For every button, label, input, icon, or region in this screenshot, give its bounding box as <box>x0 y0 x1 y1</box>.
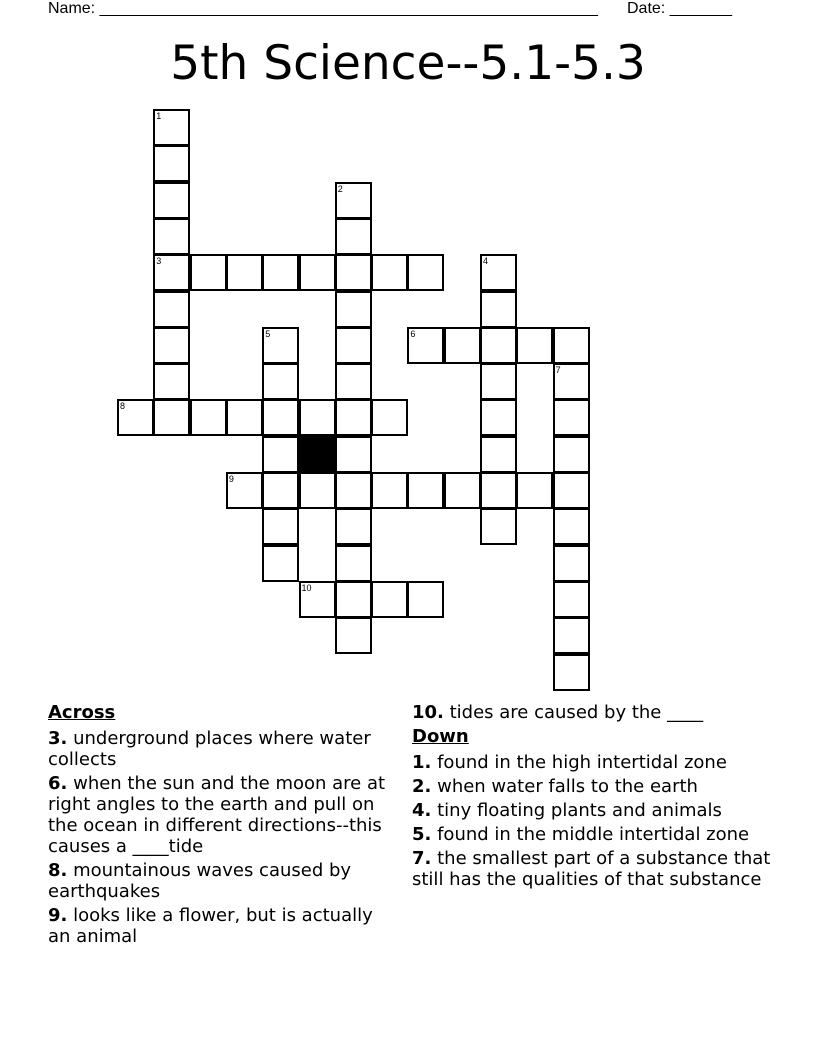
crossword-cell[interactable] <box>153 291 190 328</box>
crossword-cell[interactable] <box>553 581 590 618</box>
clue-number-label: 4. <box>412 800 432 821</box>
clue-text: the smallest part of a substance that still has the qualities of that substance <box>412 848 771 890</box>
crossword-cell[interactable] <box>335 254 372 291</box>
clue-text: looks like a flower, but is actually an animal <box>48 905 373 947</box>
crossword-cell[interactable] <box>371 472 408 509</box>
clues-right-column <box>412 702 772 893</box>
crossword-cell[interactable] <box>262 327 299 364</box>
crossword-cell[interactable] <box>299 399 336 436</box>
crossword-cell[interactable] <box>117 399 154 436</box>
crossword-cell[interactable] <box>153 399 190 436</box>
clue-item <box>48 728 388 770</box>
clue-number-label: 1. <box>412 752 432 773</box>
clue-item <box>412 752 772 773</box>
crossword-cell[interactable] <box>226 399 263 436</box>
crossword-cell[interactable] <box>190 254 227 291</box>
black-cell <box>299 436 336 473</box>
crossword-cell[interactable] <box>516 327 553 364</box>
crossword-cell[interactable] <box>480 327 517 364</box>
crossword-cell[interactable] <box>262 472 299 509</box>
crossword-cell[interactable] <box>262 436 299 473</box>
clue-number: 1 <box>156 111 162 121</box>
crossword-cell[interactable] <box>335 399 372 436</box>
crossword-cell[interactable] <box>371 254 408 291</box>
clue-item <box>48 773 388 857</box>
crossword-cell[interactable] <box>335 218 372 255</box>
crossword-cell[interactable] <box>444 472 481 509</box>
clue-number-label: 10. <box>412 702 444 723</box>
down-clue-list <box>412 752 772 890</box>
crossword-cell[interactable] <box>335 545 372 582</box>
crossword-cell[interactable] <box>335 291 372 328</box>
clue-number-label: 7. <box>412 848 432 869</box>
crossword-cell[interactable] <box>480 254 517 291</box>
down-heading: Down <box>412 726 469 747</box>
clue-number-label: 3. <box>48 728 68 749</box>
clue-number: 5 <box>265 328 271 339</box>
clue-number: 4 <box>483 256 489 267</box>
crossword-cell[interactable] <box>299 581 336 618</box>
crossword-cell[interactable] <box>407 327 444 364</box>
crossword-cell[interactable] <box>153 182 190 219</box>
crossword-cell[interactable] <box>153 254 190 291</box>
crossword-cell[interactable] <box>553 508 590 545</box>
name-field-label: Name: ________________________________________________________ <box>48 0 598 17</box>
crossword-cell[interactable] <box>553 436 590 473</box>
clue-number-label: 5. <box>412 824 432 845</box>
crossword-cell[interactable] <box>262 399 299 436</box>
across-clue-list <box>48 728 388 947</box>
crossword-cell[interactable] <box>335 436 372 473</box>
crossword-cell[interactable] <box>262 254 299 291</box>
clue-number-label: 6. <box>48 773 68 794</box>
clue-item <box>48 860 388 902</box>
crossword-cell[interactable] <box>335 581 372 618</box>
clues-left-column <box>48 702 388 950</box>
date-field-label: Date: _______ <box>627 0 732 17</box>
clue-number-label: 2. <box>412 776 432 797</box>
crossword-cell[interactable] <box>153 109 190 146</box>
crossword-cell[interactable] <box>407 581 444 618</box>
crossword-cell[interactable] <box>299 254 336 291</box>
clue-number: 9 <box>228 474 234 484</box>
clue-text: underground places where water collects <box>48 728 371 770</box>
clue-text: tiny floating plants and animals <box>431 800 722 821</box>
crossword-cell[interactable] <box>153 145 190 182</box>
crossword-cell[interactable] <box>371 399 408 436</box>
clue-text: when the sun and the moon are at right angles to the earth and pull on the ocean in different directions--this causes a ____tide <box>48 773 386 857</box>
clue-number: 8 <box>120 401 126 412</box>
crossword-cell[interactable] <box>553 399 590 436</box>
clue-item <box>412 824 772 845</box>
clue-text: tides are caused by the ____ <box>443 702 704 723</box>
crossword-cell[interactable] <box>335 617 372 654</box>
crossword-cell[interactable] <box>262 363 299 400</box>
clue-text: found in the high intertidal zone <box>431 752 727 773</box>
clue-number-label: 8. <box>48 860 68 881</box>
crossword-cell[interactable] <box>153 218 190 255</box>
crossword-cell[interactable] <box>480 436 517 473</box>
crossword-cell[interactable] <box>553 545 590 582</box>
crossword-cell[interactable] <box>516 472 553 509</box>
crossword-cell[interactable] <box>226 472 263 509</box>
clue-text: mountainous waves caused by earthquakes <box>48 860 352 902</box>
crossword-cell[interactable] <box>480 508 517 545</box>
clue-number: 2 <box>337 183 343 194</box>
crossword-cell[interactable] <box>262 508 299 545</box>
clue-text: when water falls to the earth <box>431 776 698 797</box>
crossword-cell[interactable] <box>480 363 517 400</box>
clue-number: 6 <box>410 328 416 339</box>
crossword-cell[interactable] <box>553 363 590 400</box>
crossword-cell[interactable] <box>153 327 190 364</box>
crossword-cell[interactable] <box>407 254 444 291</box>
clue-item <box>412 776 772 797</box>
clue-item <box>48 905 388 947</box>
crossword-cell[interactable] <box>480 399 517 436</box>
clue-item <box>412 848 772 890</box>
crossword-cell[interactable] <box>553 617 590 654</box>
crossword-cell[interactable] <box>226 254 263 291</box>
crossword-cell[interactable] <box>335 182 372 219</box>
crossword-cell[interactable] <box>153 363 190 400</box>
clue-number: 7 <box>555 365 561 376</box>
crossword-cell[interactable] <box>407 472 444 509</box>
crossword-cell[interactable] <box>480 291 517 328</box>
page-title: 5th Science--5.1-5.3 <box>170 36 646 91</box>
clue-number-label: 9. <box>48 905 68 926</box>
crossword-cell[interactable] <box>480 472 517 509</box>
crossword-cell[interactable] <box>190 399 227 436</box>
clue-number: 10 <box>301 582 312 593</box>
crossword-cell[interactable] <box>553 472 590 509</box>
crossword-cell[interactable] <box>335 508 372 545</box>
clue-text: found in the middle intertidal zone <box>431 824 750 845</box>
clue-item <box>412 800 772 821</box>
crossword-cell[interactable] <box>335 327 372 364</box>
crossword-cell[interactable] <box>371 581 408 618</box>
crossword-cell[interactable] <box>444 327 481 364</box>
crossword-cell[interactable] <box>299 472 336 509</box>
crossword-cell[interactable] <box>335 363 372 400</box>
crossword-cell[interactable] <box>335 472 372 509</box>
clue-item <box>412 702 772 723</box>
clue-number: 3 <box>156 256 162 267</box>
crossword-cell[interactable] <box>262 545 299 582</box>
crossword-cell[interactable] <box>553 654 590 691</box>
across-heading: Across <box>48 702 116 723</box>
crossword-cell[interactable] <box>553 327 590 364</box>
across-continued-list <box>412 702 772 723</box>
